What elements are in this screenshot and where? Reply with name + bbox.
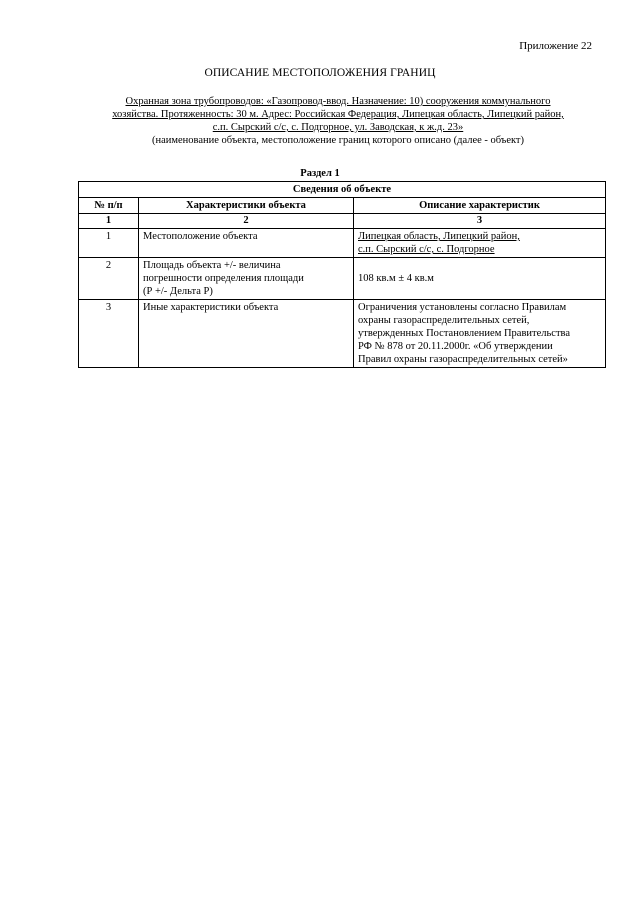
row-description-line: с.п. Сырский с/с, с. Подгорное [358, 244, 495, 255]
object-info-table [78, 181, 606, 368]
row-description [354, 300, 606, 368]
row-description-line: Ограничения установлены согласно Правилам [358, 302, 567, 313]
index-cell-2: 2 [139, 214, 354, 229]
row-description-line: Липецкая область, Липецкий район, [358, 231, 520, 242]
table-title: Сведения об объекте [79, 182, 606, 198]
index-cell-3: 3 [354, 214, 606, 229]
object-name-line-1: Охранная зона трубопроводов: «Газопровод-ввод. Назначение: 10) сооружения коммунального [125, 96, 551, 107]
header-characteristic: Характеристики объекта [139, 198, 354, 214]
table-row [79, 258, 606, 300]
table-header-row [79, 198, 606, 214]
appendix-label: Приложение 22 [519, 40, 592, 52]
row-description-line: РФ № 878 от 20.11.2000г. «Об утверждении [358, 341, 553, 352]
section-title: Раздел 1 [300, 168, 340, 179]
row-description-line: охраны газораспределительных сетей, [358, 315, 530, 326]
object-name-block [78, 95, 598, 147]
row-characteristic: Иные характеристики объекта [139, 300, 354, 368]
table-row [79, 300, 606, 368]
row-number: 1 [79, 229, 139, 258]
row-characteristic-line: (Р +/- Дельта Р) [143, 286, 213, 297]
object-name-caption: (наименование объекта, местоположение границ которого описано (далее - объект) [151, 135, 525, 146]
row-characteristic-line: погрешности определения площади [143, 273, 304, 284]
object-name-line-2: хозяйства. Протяженность: 30 м. Адрес: Российская Федерация, Липецкая область, Липецкий район, [112, 109, 564, 120]
row-description: 108 кв.м ± 4 кв.м [354, 258, 606, 300]
header-number: № п/п [79, 198, 139, 214]
row-description-line: Правил охраны газораспределительных сетей» [358, 354, 568, 365]
index-cell-1: 1 [79, 214, 139, 229]
row-description [354, 229, 606, 258]
object-name-line-3: с.п. Сырский с/с, с. Подгорное, ул. Заводская, к ж.д. 23» [212, 122, 464, 133]
document-title: ОПИСАНИЕ МЕСТОПОЛОЖЕНИЯ ГРАНИЦ [204, 67, 436, 79]
header-description: Описание характеристик [354, 198, 606, 214]
row-characteristic: Местоположение объекта [139, 229, 354, 258]
row-number: 2 [79, 258, 139, 300]
table-index-row [79, 214, 606, 229]
table-title-row [79, 182, 606, 198]
row-description-line: утвержденных Постановлением Правительства [358, 328, 571, 339]
row-characteristic-line: Площадь объекта +/- величина [143, 260, 281, 271]
row-characteristic [139, 258, 354, 300]
row-number: 3 [79, 300, 139, 368]
table-row [79, 229, 606, 258]
